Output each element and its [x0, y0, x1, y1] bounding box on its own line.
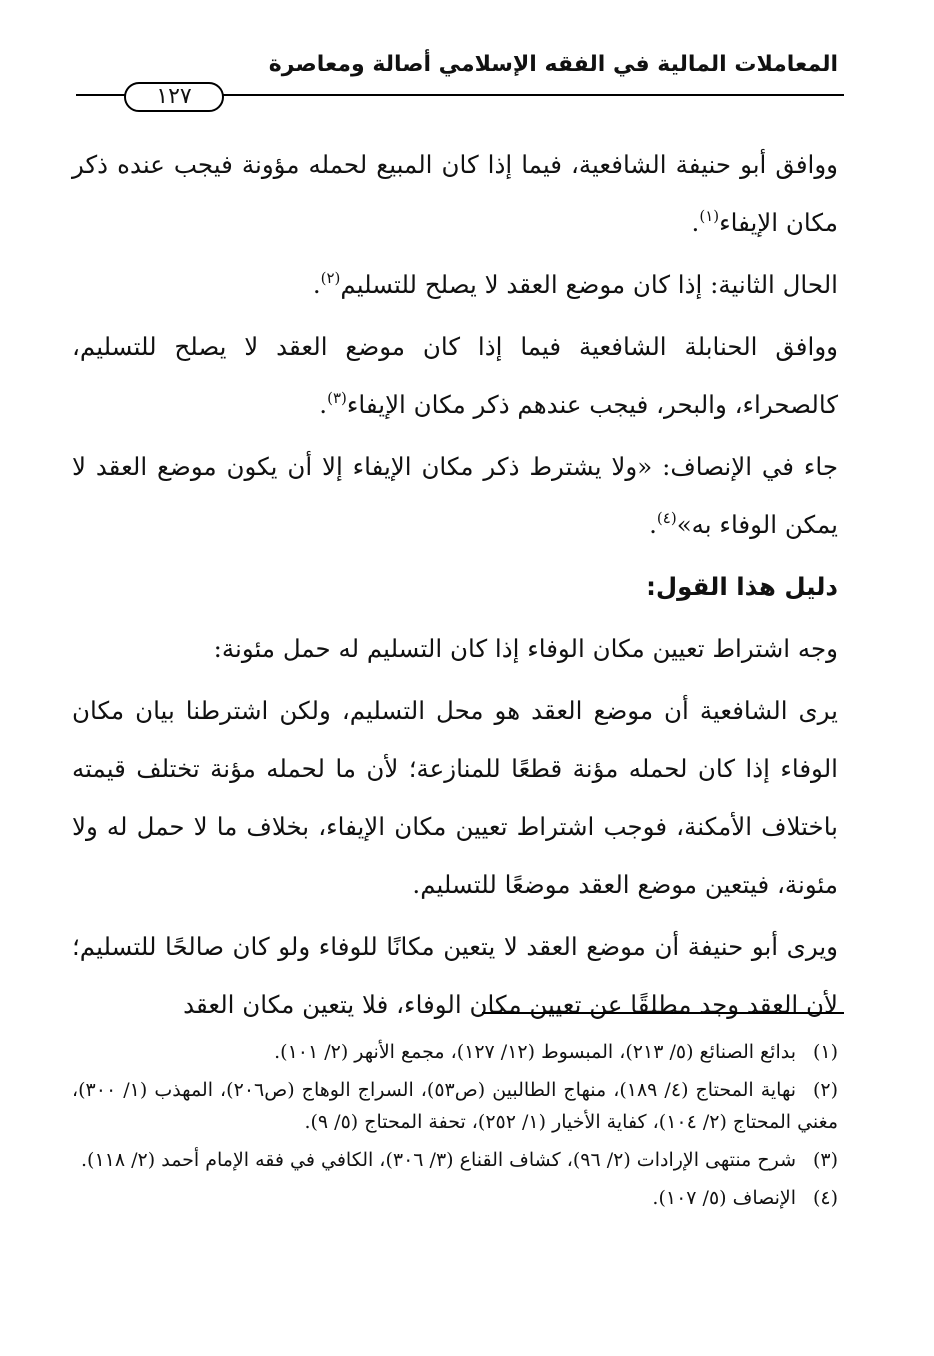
paragraph: الحال الثانية: إذا كان موضع العقد لا يصلح للتسليم$^{(٢)}$. — [312, 269, 838, 299]
main-text — [72, 136, 838, 1034]
running-title: المعاملات المالية في الفقه الإسلامي أصالة ومعاصرة — [268, 52, 838, 77]
paragraph: جاء في الإنصاف: «ولا يشترط ذكر مكان الإيفاء إلا أن يكون موضع العقد لا يمكن الوفاء به»$^{(٤)}$. — [72, 452, 838, 539]
footnote: (٤)الإنصاف (٥/ ١٠٧). — [652, 1187, 838, 1209]
paragraph: ووافق أبو حنيفة الشافعية، فيما إذا كان المبيع لحمله مؤونة فيجب عنده ذكر مكان الإيفاء$^{(١)}$. — [72, 150, 838, 237]
paragraph: ويرى أبو حنيفة أن موضع العقد لا يتعين مكانًا للوفاء ولو كان صالحًا للتسليم؛ لأن العقد وجد مطلقًا عن تعيين مكان الوفاء، فلا يتعين مكان العقد — [72, 932, 838, 1019]
page-number: ١٢٧ — [124, 82, 224, 112]
footnote: (٢)نهاية المحتاج (٤/ ١٨٩)، منهاج الطالبين (ص٥٣)، السراج الوهاج (ص٢٠٦)، المهذب (١/ ٣٠٠)، مغني المحتاج (٢/ ١٠٤)، كفاية الأخيار (١/ ٢٥٢)، تحفة المحتاج (٥/ ٩). — [72, 1079, 838, 1133]
footnote-ref[interactable]: (٢) — [320, 269, 341, 287]
footnote-ref[interactable]: (٣) — [327, 389, 347, 407]
paragraph: وجه اشتراط تعيين مكان الوفاء إذا كان التسليم له حمل مئونة: — [213, 634, 838, 663]
footnote-separator — [482, 1012, 844, 1014]
paragraph: ووافق الحنابلة الشافعية فيما إذا كان موضع العقد لا يصلح للتسليم، كالصحراء، والبحر، فيجب عندهم ذكر مكان الإيفاء$^{(٣)}$. — [72, 332, 838, 419]
section-heading: دليل هذا القول: — [646, 572, 838, 601]
footnote-ref[interactable]: (٤) — [656, 509, 677, 527]
footnote: (١)بدائع الصنائع (٥/ ٢١٣)، المبسوط (١٢/ ١٢٧)، مجمع الأنهر (٢/ ١٠١). — [274, 1041, 838, 1063]
paragraph: يرى الشافعية أن موضع العقد هو محل التسليم، ولكن اشترطنا بيان مكان الوفاء إذا كان لحمله مؤنة قطعًا للمنازعة؛ لأن ما لحمله مؤنة تختلف قيمته باختلاف الأمكنة، فوجب اشتراط تعيين مكان الإيفاء، بخلاف ما لا حمل له ولا مئونة، فيتعين موضع العقد موضعًا للتسليم. — [72, 696, 838, 899]
footnotes — [72, 1036, 838, 1220]
footnote: (٣)شرح منتهى الإرادات (٢/ ٩٦)، كشاف القناع (٣/ ٣٠٦)، الكافي في فقه الإمام أحمد (٢/ ١١٨). — [81, 1149, 838, 1171]
footnote-ref[interactable]: (١) — [699, 207, 720, 225]
